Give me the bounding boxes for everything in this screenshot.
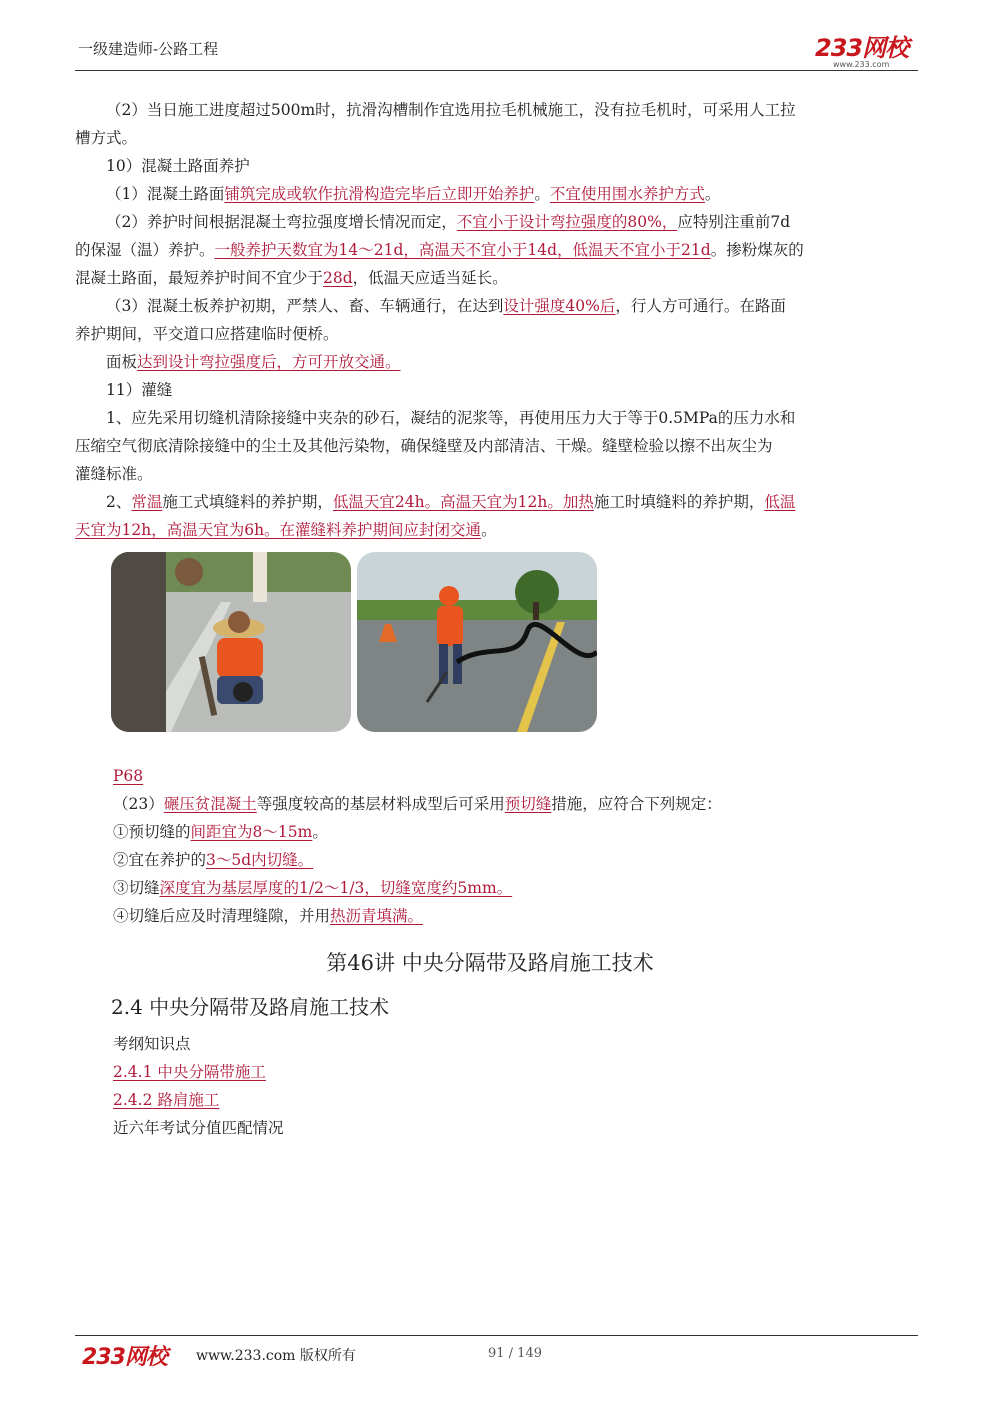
footer-copyright: www.233.com 版权所有: [196, 1348, 356, 1364]
paragraph-curing-1: （1）混凝土路面铺筑完成或软作抗滑构造完毕后立即开始养护。不宜使用围水养护方式。: [106, 185, 721, 203]
paragraph-groove: （2）当日施工进度超过500m时，抗滑沟槽制作宜选用拉毛机械施工，没有拉毛机时，可采用人工拉: [106, 101, 796, 119]
paragraph-curing-2-cont: 的保湿（温）养护。一般养护天数宜为14～21d，高温天不宜小于14d，低温天不宜小于21d。掺粉煤灰的: [75, 241, 804, 259]
list-item: ③切缝深度宜为基层厚度的1/2～1/3，切缝宽度约5mm。: [113, 879, 513, 897]
paragraph-sealing-1: 1、应先采用切缝机清除接缝中夹杂的砂石，凝结的泥浆等，再使用压力大于等于0.5MPa的压力水和: [106, 409, 796, 427]
paragraph-curing-3-cont: 养护期间，平交道口应搭建临时便桥。: [75, 325, 339, 343]
photo-joint-sealing: [357, 552, 597, 732]
list-item: ①预切缝的间距宜为8～15m。: [113, 823, 328, 841]
highlight: 低温: [764, 493, 796, 511]
highlight: 常温: [131, 493, 163, 511]
page-reference[interactable]: [75, 762, 925, 790]
link: 2.4.2 路肩施工: [113, 1091, 220, 1109]
paragraph-curing-2: （2）养护时间根据混凝土弯拉强度增长情况而定，不宜小于设计弯拉强度的80%，应特别注重前7d: [106, 213, 791, 231]
document-body: [75, 96, 925, 1142]
highlight: 预切缝: [504, 795, 552, 813]
footer-divider: [75, 1335, 918, 1336]
subheading-curing: 10）混凝土路面养护: [106, 157, 250, 175]
link: 2.4.1 中央分隔带施工: [113, 1063, 266, 1081]
outline-label: 考纲知识点: [113, 1035, 191, 1053]
highlight: 一般养护天数宜为14～21d，高温天不宜小于14d，低温天不宜小于21d: [214, 241, 711, 259]
header-divider: [75, 70, 918, 71]
highlight: 碾压贫混凝土: [163, 795, 257, 813]
paragraph-sealing-2-cont: 天宜为12h，高温天宜为6h。在灌缝料养护期间应封闭交通。: [75, 521, 497, 539]
list-item: ④切缝后应及时清理缝隙，并用热沥青填满。: [113, 907, 424, 925]
subheading-sealing: 11）灌缝: [106, 381, 173, 399]
photo-row: [111, 552, 925, 748]
paragraph-curing-2-cont2: 混凝土路面，最短养护时间不宜少于28d，低温天应适当延长。: [75, 269, 508, 287]
paragraph-sealing-1-cont: 压缩空气彻底清除接缝中的尘土及其他污染物，确保缝壁及内部清洁、干燥。缝壁检验以擦不出灰尘为: [75, 437, 773, 455]
brand-logo[interactable]: [815, 28, 925, 68]
paragraph-curing-3: （3）混凝土板养护初期，严禁人、畜、车辆通行，在达到设计强度40%后，行人方可通行。在路面: [106, 297, 786, 315]
link: P68: [113, 767, 144, 785]
highlight: 3～5d内切缝。: [206, 851, 314, 869]
paragraph-groove-cont: 槽方式。: [75, 129, 138, 147]
page-number: 91 / 149: [488, 1346, 542, 1361]
logo-url: www.233.com: [833, 60, 890, 69]
list-item: ②宜在养护的3～5d内切缝。: [113, 851, 314, 869]
highlight: 低温天宜24h。高温天宜为12h。加热: [332, 493, 594, 511]
highlight: 不宜使用围水养护方式: [549, 185, 705, 203]
paragraph-sealing-1-cont2: 灌缝标准。: [75, 465, 153, 483]
highlight: 天宜为12h，高温天宜为6h。在灌缝料养护期间应封闭交通: [75, 521, 482, 539]
paragraph-traffic: 面板达到设计弯拉强度后，方可开放交通。: [106, 353, 401, 371]
outline-link-shoulder[interactable]: [75, 1086, 925, 1114]
highlight: 28d: [323, 269, 353, 287]
highlight: 间距宜为8～15m: [190, 823, 313, 841]
paragraph-precut: （23）碾压贫混凝土等强度较高的基层材料成型后可采用预切缝措施，应符合下列规定：: [113, 795, 722, 813]
photo-joint-cleaning: [111, 552, 351, 732]
footer-logo[interactable]: 233网校: [82, 1345, 167, 1370]
highlight: 达到设计弯拉强度后，方可开放交通。: [137, 353, 401, 371]
header-title: 一级建造师-公路工程: [78, 40, 219, 58]
highlight: 铺筑完成或软作抗滑构造完毕后立即开始养护: [224, 185, 535, 203]
paragraph-sealing-2: 2、常温施工式填缝料的养护期，低温天宜24h。高温天宜为12h。加热施工时填缝料的养护期，低温: [106, 493, 796, 511]
outline-note: 近六年考试分值匹配情况: [113, 1119, 284, 1137]
highlight: 不宜小于设计弯拉强度的80%，: [456, 213, 678, 231]
highlight: 热沥青填满。: [330, 907, 424, 925]
outline-link-median[interactable]: [75, 1058, 925, 1086]
lecture-title: 第46讲 中央分隔带及路肩施工技术: [326, 951, 654, 975]
highlight: 设计强度40%后: [503, 297, 616, 315]
highlight: 深度宜为基层厚度的1/2～1/3，切缝宽度约5mm。: [159, 879, 513, 897]
logo-text: 233网校: [815, 34, 909, 62]
section-title: 2.4 中央分隔带及路肩施工技术: [111, 995, 390, 1019]
